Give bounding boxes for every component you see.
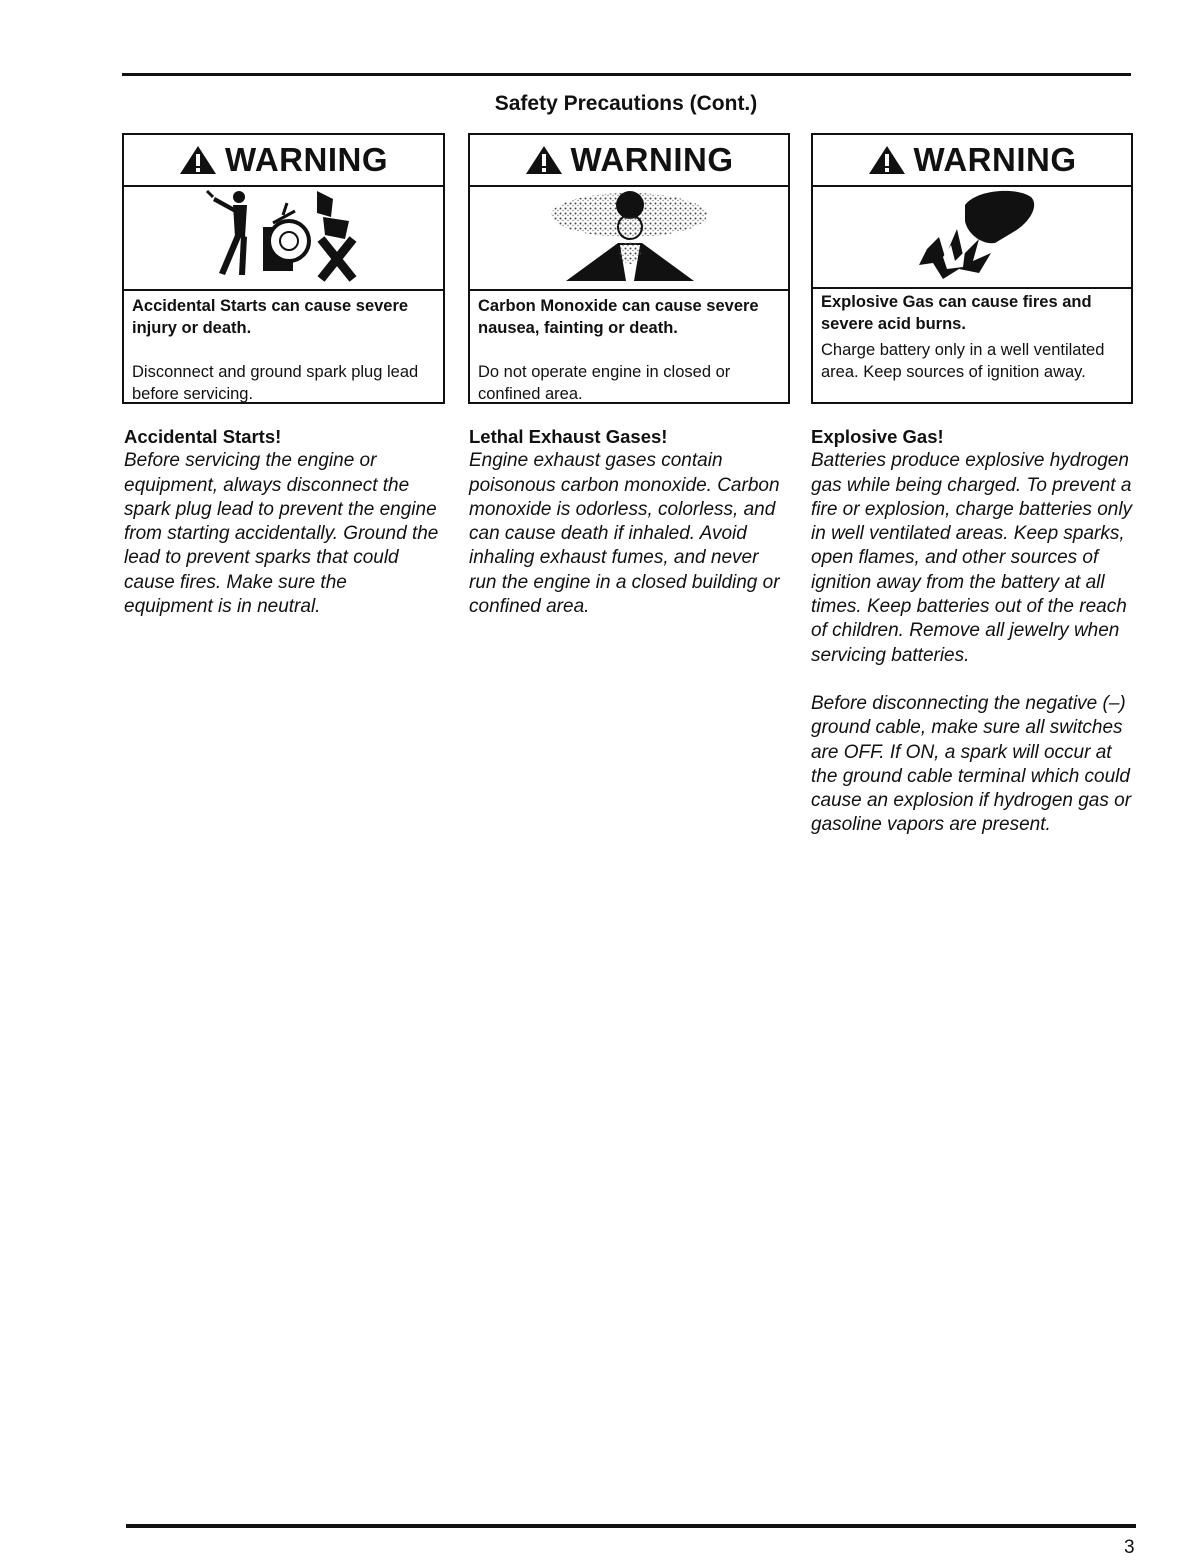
hazard-statement: Carbon Monoxide can cause severe nausea, fainting or death. [478, 297, 759, 337]
warning-header [124, 135, 443, 187]
warning-box-carbon-monoxide [468, 133, 790, 404]
section-accidental-starts [124, 425, 439, 619]
page-number: 3 [1124, 1537, 1135, 1558]
accidental-start-icon [124, 187, 443, 287]
instruction-statement: Charge battery only in a well ventilated area. Keep sources of ignition away. [821, 341, 1105, 381]
section-paragraph: Before servicing the engine or equipment, always disconnect the spark plug lead to prevent the engine from starting accidentally. Ground the lead to prevent sparks that could cause fires. Make sure the equipment is in neutral. [124, 450, 439, 618]
explosive-gas-icon [813, 187, 1131, 287]
warning-text [124, 289, 443, 402]
warning-triangle-icon [525, 145, 563, 175]
section-paragraph: Batteries produce explosive hydrogen gas while being charged. To prevent a fire or explosion, charge batteries only in well ventilated areas. Keep sparks, open flames, and other sources of ignition away from the battery at all times. Keep batteries out of the reach of children. Remove all jewelry when servicing batteries. [811, 450, 1133, 666]
section-heading: Lethal Exhaust Gases! [469, 426, 668, 447]
section-paragraph: Engine exhaust gases contain poisonous carbon monoxide. Carbon monoxide is odorless, colorless, and can cause death if inhaled. Avoid inhaling exhaust fumes, and never run the engine in a closed building or confined area. [469, 450, 780, 618]
section-heading: Explosive Gas! [811, 426, 944, 447]
instruction-statement: Do not operate engine in closed or confined area. [478, 363, 731, 403]
carbon-monoxide-icon [470, 187, 788, 287]
bottom-rule [126, 1524, 1136, 1528]
warning-text [470, 289, 788, 402]
section-paragraph: Before disconnecting the negative (–) ground cable, make sure all switches are OFF. If ON, a spark will occur at the ground cable terminal which could cause an explosion if hydrogen gas or gasoline vapors are present. [811, 692, 1132, 836]
warning-label: WARNING [913, 141, 1077, 178]
section-lethal-exhaust-gases [469, 425, 785, 619]
section-heading: Accidental Starts! [124, 426, 282, 447]
warning-header [813, 135, 1131, 187]
warning-triangle-icon [868, 145, 906, 175]
warning-text [813, 287, 1131, 402]
warning-box-explosive-gas [811, 133, 1133, 404]
warning-label: WARNING [225, 141, 388, 178]
hazard-statement: Explosive Gas can cause fires and severe acid burns. [821, 293, 1092, 333]
section-explosive-gas [811, 425, 1133, 838]
warning-box-accidental-starts [122, 133, 445, 404]
warning-label: WARNING [570, 141, 734, 178]
warning-header [470, 135, 788, 187]
warning-triangle-icon [179, 145, 217, 175]
page-title: Safety Precautions (Cont.) [494, 92, 758, 115]
hazard-statement: Accidental Starts can cause severe injury or death. [132, 297, 409, 337]
top-rule [122, 73, 1131, 76]
instruction-statement: Disconnect and ground spark plug lead before servicing. [132, 363, 419, 403]
